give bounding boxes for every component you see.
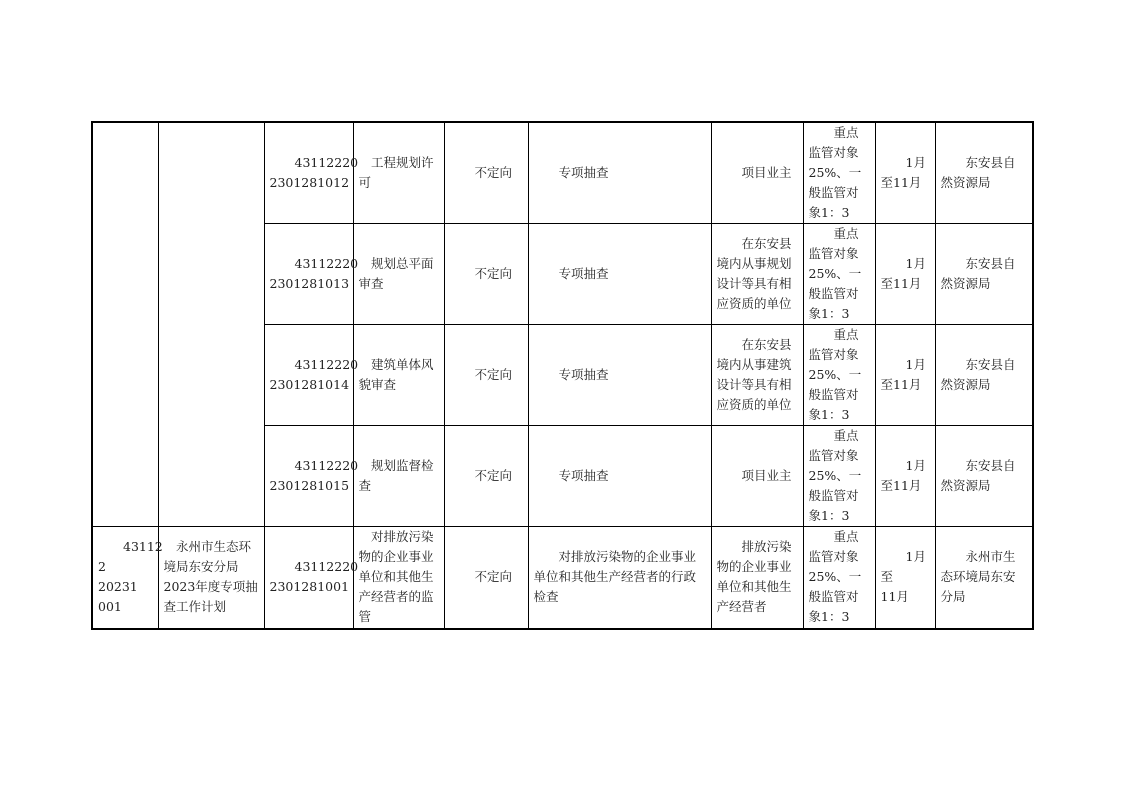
item-name: 规划总平面审查 — [358, 256, 434, 291]
check-time: 1月至11月 — [880, 256, 926, 291]
check-method: 不定向 — [474, 165, 513, 180]
check-type: 专项抽查 — [558, 266, 609, 281]
item-name: 建筑单体风貌审查 — [358, 357, 434, 392]
check-type: 专项抽查 — [558, 367, 609, 382]
inspection-plan-table — [91, 121, 1034, 630]
item-code: 43112220 2301281013 — [269, 256, 359, 291]
responsible-dept: 东安县自然资源局 — [940, 458, 1016, 493]
check-object: 在东安县境内从事建筑设计等具有相应资质的单位 — [716, 337, 792, 412]
table-row — [92, 122, 1033, 224]
plan-code-cell-empty — [92, 122, 158, 527]
sampling-ratio: 重点监管对象25%、一般监管对象1：3 — [808, 226, 862, 321]
responsible-dept: 永州市生态环境局东安分局 — [940, 549, 1016, 605]
sampling-ratio: 重点监管对象25%、一般监管对象1：3 — [808, 529, 862, 625]
check-method: 不定向 — [474, 367, 513, 382]
item-name: 工程规划许可 — [358, 155, 434, 190]
item-code: 43112220 2301281015 — [269, 458, 359, 493]
item-name: 规划监督检查 — [358, 458, 434, 493]
responsible-dept: 东安县自然资源局 — [940, 155, 1016, 190]
check-object: 排放污染物的企业事业单位和其他生产经营者 — [716, 539, 792, 615]
check-object: 项目业主 — [741, 165, 792, 180]
check-time: 1月至 11月 — [880, 549, 926, 605]
check-object: 在东安县境内从事规划设计等具有相应资质的单位 — [716, 236, 792, 311]
check-time: 1月至11月 — [880, 155, 926, 190]
plan-name: 永州市生态环境局东安分局2023年度专项抽查工作计划 — [163, 539, 258, 615]
plan-code: 43112 2 20231 001 — [98, 539, 163, 615]
item-code: 43112220 2301281012 — [269, 155, 359, 190]
responsible-dept: 东安县自然资源局 — [940, 357, 1016, 392]
check-time: 1月至11月 — [880, 458, 926, 493]
responsible-dept: 东安县自然资源局 — [940, 256, 1016, 291]
check-method: 不定向 — [474, 569, 513, 585]
check-type: 专项抽查 — [558, 165, 609, 180]
item-name: 对排放污染物的企业事业单位和其他生产经营者的监管 — [358, 529, 434, 625]
table-row — [92, 527, 1033, 629]
check-type: 对排放污染物的企业事业单位和其他生产经营者的行政检查 — [533, 549, 697, 605]
check-time: 1月至11月 — [880, 357, 926, 392]
plan-name-cell-empty — [158, 122, 264, 527]
item-code: 43112220 2301281014 — [269, 357, 359, 392]
sampling-ratio: 重点监管对象25%、一般监管对象1：3 — [808, 428, 862, 523]
check-type: 专项抽查 — [558, 468, 609, 483]
check-method: 不定向 — [474, 468, 513, 483]
item-code: 43112220 2301281001 — [269, 559, 359, 595]
check-method: 不定向 — [474, 266, 513, 281]
sampling-ratio: 重点监管对象25%、一般监管对象1：3 — [808, 327, 862, 422]
sampling-ratio: 重点监管对象25%、一般监管对象1：3 — [808, 125, 862, 220]
check-object: 项目业主 — [741, 468, 792, 483]
